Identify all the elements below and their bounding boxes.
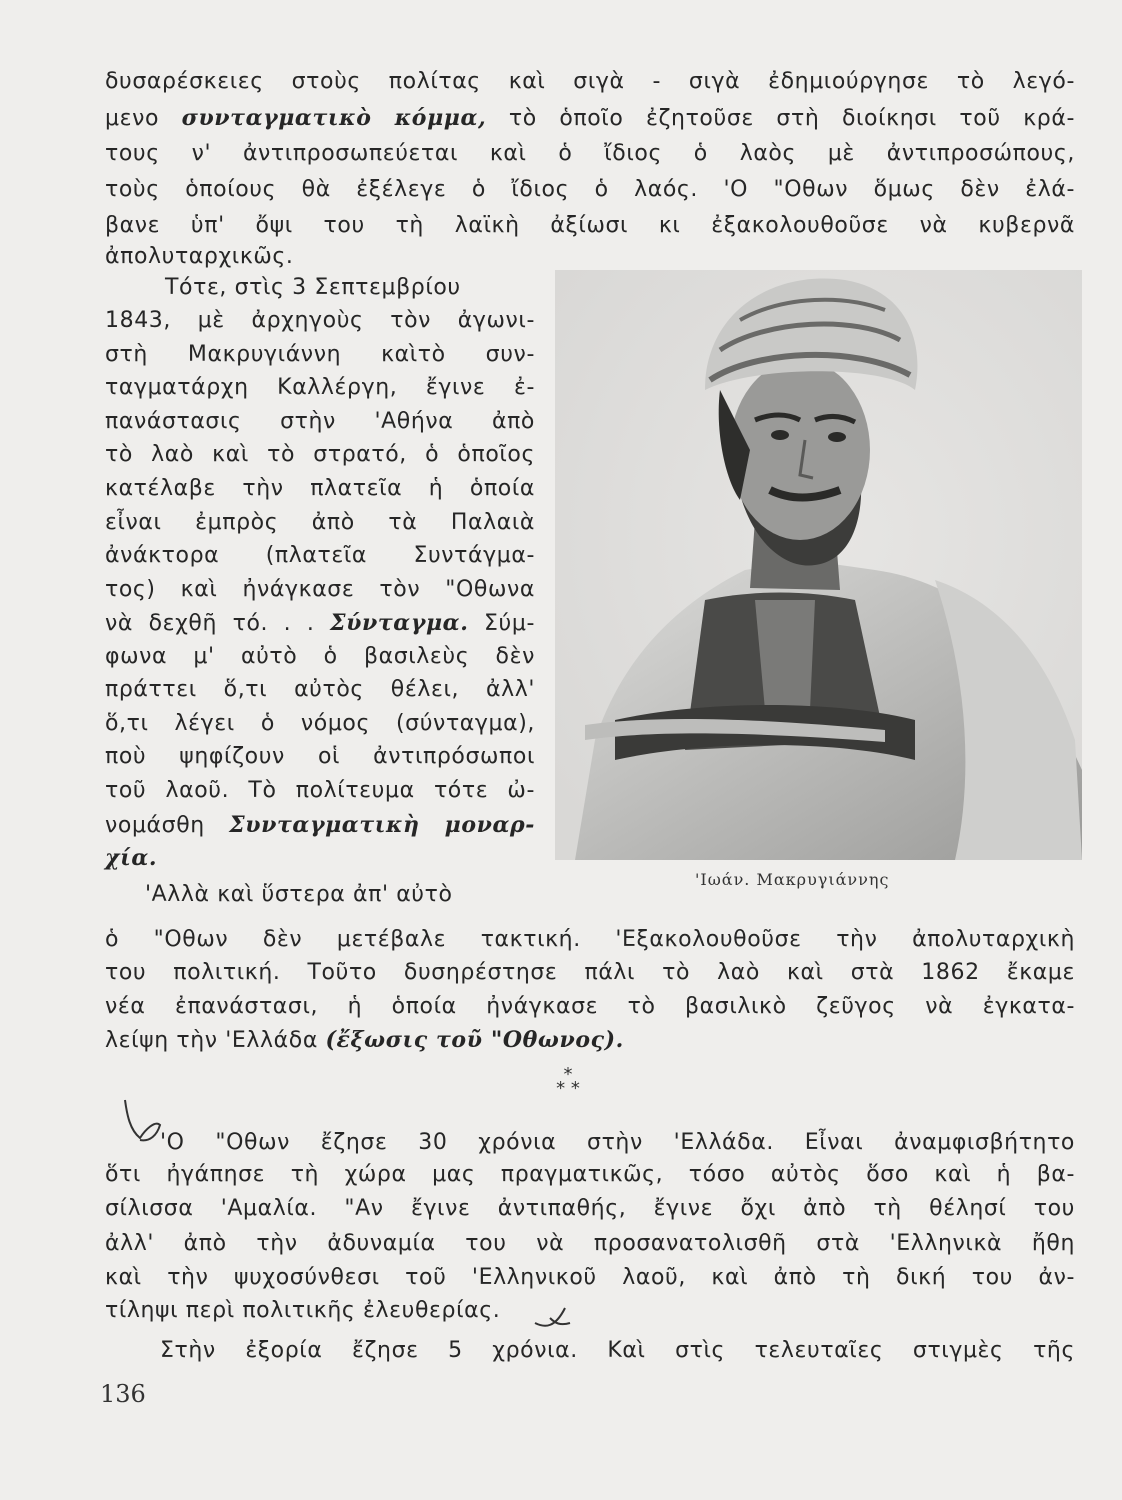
text-line: 'Αλλὰ καὶ ὕστερα ἀπ' αὐτὸ xyxy=(145,882,453,907)
text-line: εἶναι ἐμπρὸς ἀπὸ τὰ Παλαιὰ xyxy=(105,510,535,535)
bold-term: χία. xyxy=(105,845,158,871)
text-line: ἀπολυταρχικῶς. xyxy=(105,244,294,269)
text-line: νομάσθη Συνταγματικὴ μοναρ- xyxy=(105,812,535,838)
portrait-image xyxy=(555,270,1082,860)
text-line: 1843, μὲ ἀρχηγοὺς τὸν ἀγωνι- xyxy=(105,308,535,333)
text-line: σίλισσα 'Αμαλία. "Αν ἔγινε ἀντιπαθής, ἔγινε ὄχι ἀπὸ τὴ θέλησί του xyxy=(105,1196,1075,1221)
bold-term: Συνταγματικὴ μοναρ- xyxy=(229,812,535,838)
text-line xyxy=(105,843,157,874)
text-line: βανε ὑπ' ὄψι του τὴ λαϊκὴ ἀξίωσι κι ἐξακολουθοῦσε νὰ κυβερνᾶ xyxy=(105,213,1075,238)
text-line: τὸ λαὸ καὶ τὸ στρατό, ὁ ὁποῖος xyxy=(105,442,535,467)
text-line: μενο συνταγματικὸ κόμμα, τὸ ὁποῖο ἐζητοῦσε στὴ διοίκησι τοῦ κρά- xyxy=(105,105,1076,131)
text-line: στὴ Μακρυγιάννη καὶτὸ συν- xyxy=(105,342,535,367)
text-line: του πολιτική. Τοῦτο δυσηρέστησε πάλι τὸ λαὸ καὶ στὰ 1862 ἔκαμε xyxy=(105,960,1075,985)
text-line: τίληψι περὶ πολιτικῆς ἐλευθερίας. xyxy=(105,1298,501,1323)
text-line: καὶ τὴν ψυχοσύνθεσι τοῦ 'Ελληνικοῦ λαοῦ, καὶ ἀπὸ τὴ δική του ἀν- xyxy=(105,1265,1075,1290)
asterism xyxy=(548,1064,588,1099)
page-number: 136 xyxy=(100,1380,146,1408)
bold-term: Σύνταγμα. xyxy=(330,610,469,636)
bold-term: συνταγματικὸ κόμμα, xyxy=(181,105,487,131)
bold-term: (ἔξωσις τοῦ "Οθωνος). xyxy=(325,1027,624,1053)
text-line: ταγματάρχη Καλλέργη, ἔγινε ἐ- xyxy=(105,375,535,400)
text-line: φωνα μ' αὐτὸ ὁ βασιλεὺς δὲν xyxy=(105,644,535,669)
text-line: δυσαρέσκειες στοὺς πολίτας καὶ σιγὰ - σιγὰ ἐδημιούργησε τὸ λεγό- xyxy=(105,69,1075,94)
text-line: τοῦ λαοῦ. Τὸ πολίτευμα τότε ὠ- xyxy=(105,778,535,803)
text-line: τοὺς ὁποίους θὰ ἐξέλεγε ὁ ἴδιος ὁ λαός. 'Ο "Οθων ὅμως δὲν ἐλά- xyxy=(105,177,1075,202)
text-line: λείψη τὴν 'Ελλάδα (ἔξωσις τοῦ "Οθωνος). xyxy=(105,1027,624,1053)
portrait-caption: 'Ιωάν. Μακρυγιάννης xyxy=(695,870,890,889)
text-line: ὁ "Οθων δὲν μετέβαλε τακτική. 'Εξακολουθοῦσε τὴν ἀπολυταρχικὴ xyxy=(105,927,1075,952)
text-line: Στὴν ἐξορία ἔζησε 5 χρόνια. Καὶ στὶς τελευταῖες στιγμὲς τῆς xyxy=(160,1338,1075,1363)
text-line: ἀνάκτορα (πλατεῖα Συντάγμα- xyxy=(105,543,535,568)
text-line: ὅτι ἠγάπησε τὴ χώρα μας πραγματικῶς, τόσο αὐτὸς ὅσο καὶ ἡ βα- xyxy=(105,1162,1075,1187)
text-line: πανάστασις στὴν 'Αθήνα ἀπὸ xyxy=(105,409,535,434)
text-line: τος) καὶ ἠνάγκασε τὸν "Οθωνα xyxy=(105,577,535,602)
handwritten-mark-icon xyxy=(530,1298,580,1338)
text-line: νὰ δεχθῆ τό. . . Σύνταγμα. Σύμ- xyxy=(105,610,535,636)
text-line: ποὺ ψηφίζουν οἱ ἀντιπρόσωποι xyxy=(105,744,535,769)
text-line: πράττει ὅ,τι αὐτὸς θέλει, ἀλλ' xyxy=(105,677,535,702)
text-line: ἀλλ' ἀπὸ τὴν ἀδυναμία του νὰ προσανατολισθῆ στὰ 'Ελληνικὰ ἤθη xyxy=(105,1231,1075,1256)
text-line: κατέλαβε τὴν πλατεῖα ἡ ὁποία xyxy=(105,476,535,501)
text-line: ὅ,τι λέγει ὁ νόμος (σύνταγμα), xyxy=(105,711,535,736)
text-line: 'Ο "Οθων ἔζησε 30 χρόνια στὴν 'Ελλάδα. Εἶναι ἀναμφισβήτητο xyxy=(160,1130,1075,1155)
text-line: νέα ἐπανάστασι, ἡ ὁποία ἠνάγκασε τὸ βασιλικὸ ζεῦγος νὰ ἐγκατα- xyxy=(105,994,1075,1019)
text-line: τους ν' ἀντιπροσωπεύεται καὶ ὁ ἴδιος ὁ λαὸς μὲ ἀντιπροσώπους, xyxy=(105,141,1075,166)
asterism-text: * * * xyxy=(556,1064,580,1099)
text-line: Τότε, στὶς 3 Σεπτεμβρίου xyxy=(165,275,461,300)
